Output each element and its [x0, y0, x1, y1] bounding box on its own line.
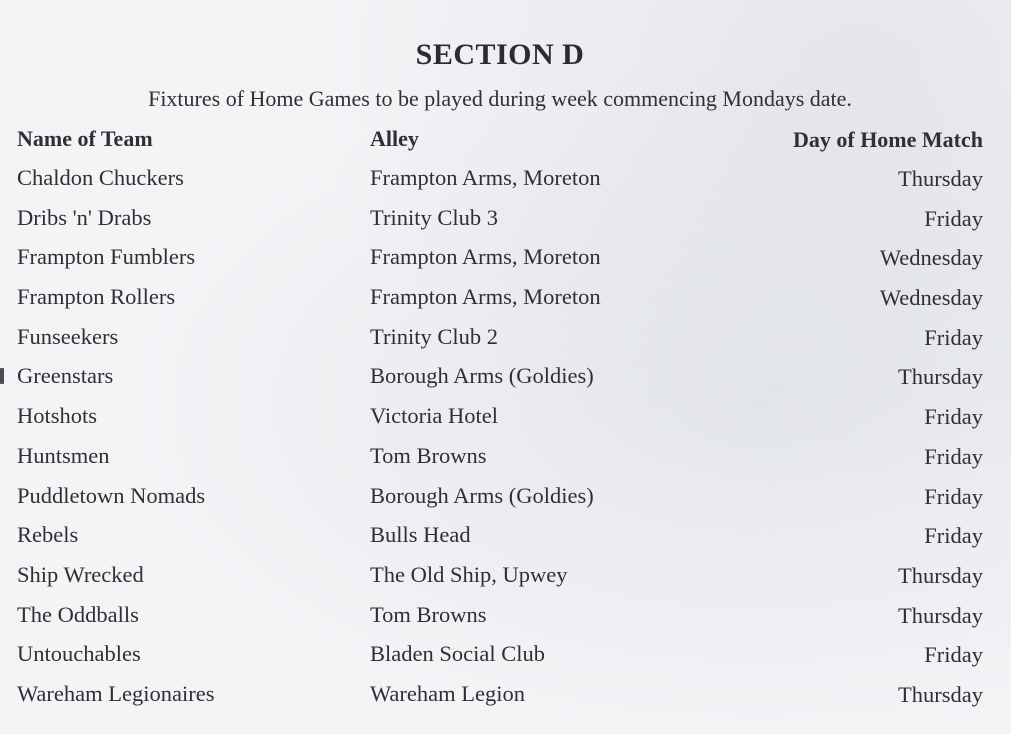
alley-name: Tom Browns [370, 442, 487, 468]
table-row [17, 320, 983, 360]
team-name: Huntsmen [17, 442, 110, 468]
header-day: Day of Home Match [792, 127, 983, 152]
match-day: Thursday [898, 166, 983, 191]
team-name: Wareham Legionaires [17, 680, 215, 706]
table-row [17, 598, 983, 638]
table-row [17, 439, 983, 479]
team-name: Untouchables [17, 641, 141, 667]
match-day: Thursday [898, 562, 983, 588]
team-name: The Oddballs [17, 601, 139, 627]
table-header-row [17, 122, 983, 161]
team-name: Puddletown Nomads [17, 482, 206, 508]
team-name: Hotshots [17, 403, 98, 429]
team-name: Funseekers [17, 323, 119, 349]
header-team: Name of Team [17, 126, 153, 151]
alley-name: Borough Arms (Goldies) [370, 482, 594, 508]
table-row [17, 677, 983, 717]
match-day: Friday [924, 205, 983, 231]
alley-name: Borough Arms (Goldies) [370, 363, 594, 389]
table-row [17, 201, 983, 241]
team-name: Frampton Rollers [17, 284, 176, 310]
alley-name: Victoria Hotel [370, 403, 498, 429]
match-day: Friday [924, 404, 983, 430]
alley-name: Frampton Arms, Moreton [370, 244, 601, 270]
match-day: Wednesday [879, 245, 983, 271]
alley-name: The Old Ship, Upwey [370, 561, 568, 587]
section-subtitle: Fixtures of Home Games to be played during week commencing Mondays date. [148, 86, 852, 111]
team-name: Ship Wrecked [17, 561, 144, 587]
alley-name: Bladen Social Club [370, 641, 545, 667]
team-name: Dribs 'n' Drabs [17, 204, 152, 230]
match-day: Thursday [898, 602, 983, 628]
match-day: Wednesday [879, 285, 983, 311]
table-row [17, 240, 983, 280]
table-row [17, 558, 983, 598]
match-day: Friday [924, 443, 983, 469]
table-row [17, 479, 983, 519]
alley-name: Wareham Legion [370, 680, 525, 706]
table-row [17, 359, 983, 399]
match-day: Thursday [898, 681, 983, 707]
alley-name: Trinity Club 2 [370, 323, 498, 349]
table-row [17, 161, 983, 201]
alley-name: Tom Browns [370, 601, 487, 627]
match-day: Friday [924, 483, 983, 509]
alley-name: Frampton Arms, Moreton [370, 284, 601, 310]
team-name: Rebels [17, 522, 79, 548]
alley-name: Trinity Club 3 [370, 204, 498, 230]
match-day: Thursday [898, 364, 983, 390]
alley-name: Bulls Head [370, 522, 471, 548]
team-name: Frampton Fumblers [17, 244, 196, 270]
table-row [17, 518, 983, 558]
section-title: SECTION D [415, 38, 585, 71]
alley-name: Frampton Arms, Moreton [370, 165, 601, 190]
table-row [17, 399, 983, 439]
team-name: Greenstars [17, 363, 114, 389]
margin-mark [0, 368, 4, 384]
fixtures-table [17, 122, 983, 717]
table-row [17, 637, 983, 677]
team-name: Chaldon Chuckers [17, 165, 184, 190]
table-row [17, 280, 983, 320]
match-day: Friday [924, 523, 983, 549]
match-day: Friday [924, 642, 983, 668]
match-day: Friday [924, 324, 983, 350]
header-alley: Alley [370, 126, 419, 151]
